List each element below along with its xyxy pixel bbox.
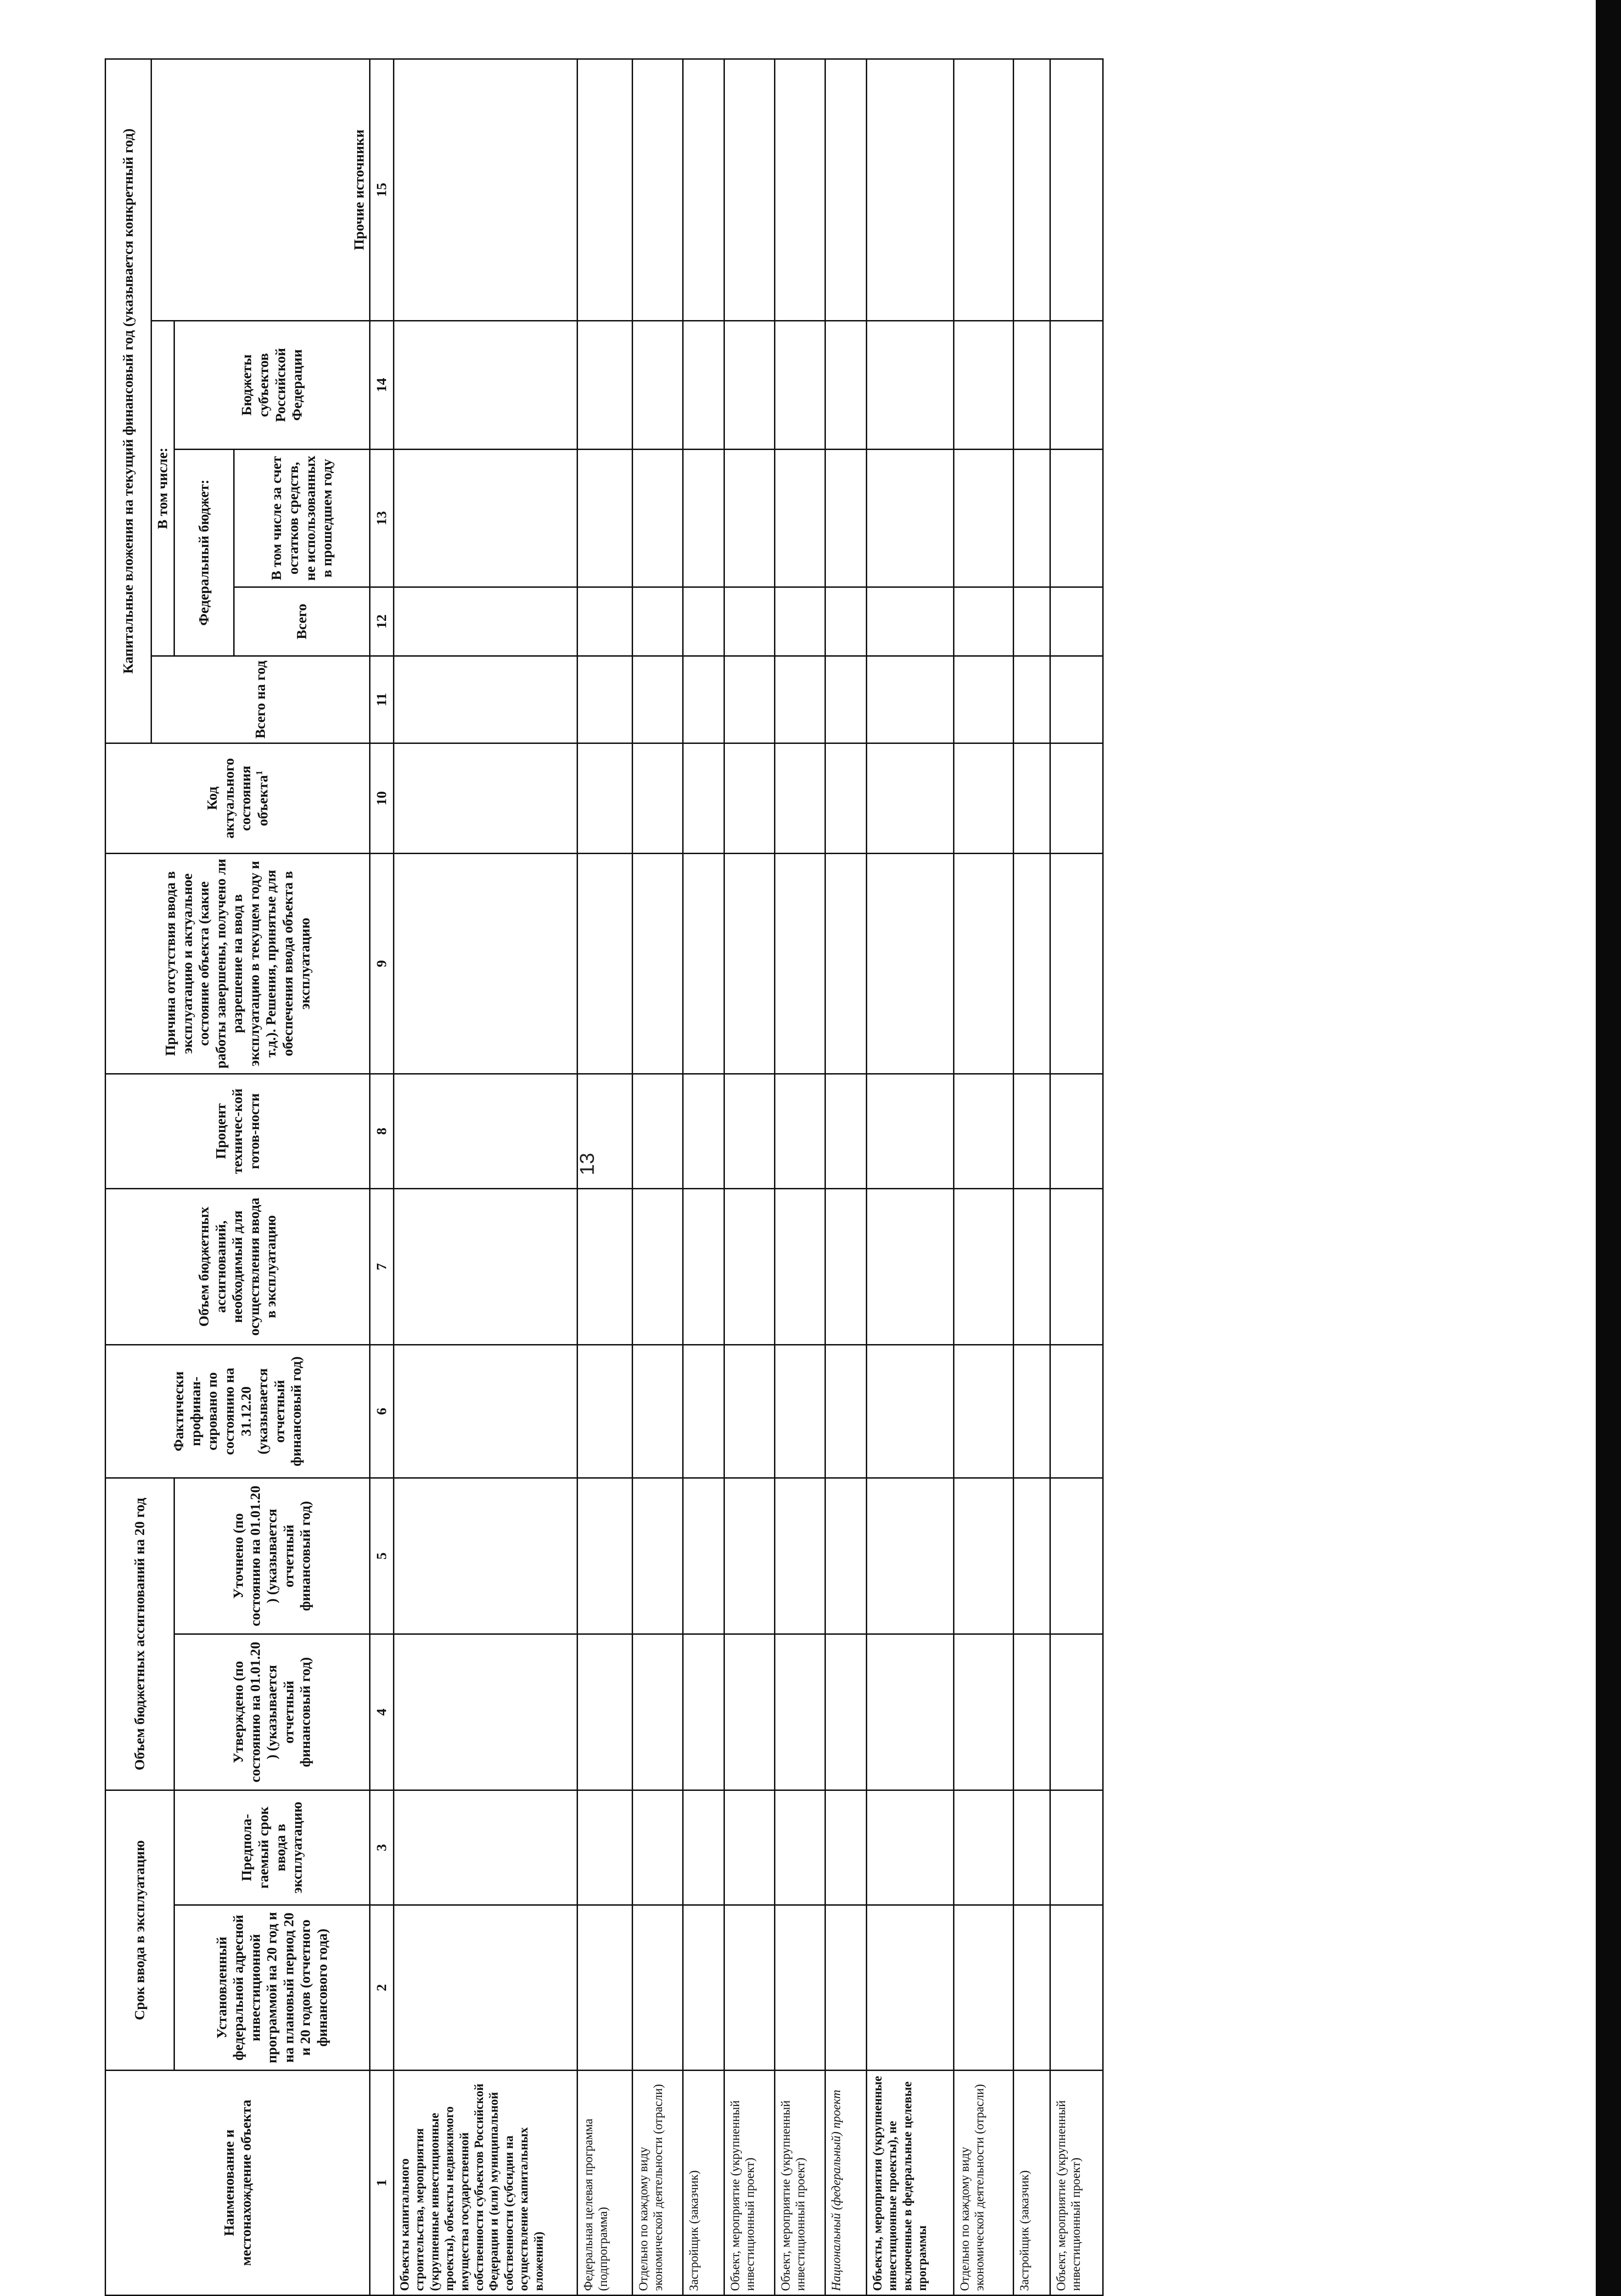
- header-col7: Объем бюджетных ассигнований, необходимый для осуществления ввода в эксплуатацию: [106, 1188, 370, 1345]
- table-cell: [683, 853, 724, 1074]
- table-cell: [867, 1478, 954, 1634]
- header-col11: Всего на год: [151, 656, 370, 743]
- column-number: 1: [370, 2071, 394, 2296]
- table-cell: [394, 1188, 578, 1345]
- header-col6: Фактически профинан-сировано по состоянию на 31.12.20 (указывается отчетный финансовый год): [106, 1345, 370, 1478]
- table-cell: [683, 587, 724, 656]
- table-cell: [578, 1074, 633, 1188]
- table-cell: [683, 1634, 724, 1790]
- table-cell: [954, 853, 1014, 1074]
- table-cell: [775, 1905, 825, 2071]
- table-cell: [683, 1905, 724, 2071]
- table-cell: [954, 587, 1014, 656]
- table-cell: [1014, 1634, 1050, 1790]
- row-label: Застройщик (заказчик): [1014, 2071, 1050, 2296]
- header-col3: Предпола-гаемый срок ввода в эксплуатацию: [174, 1790, 370, 1905]
- table-cell: [633, 853, 683, 1074]
- header-col9: Причина отсутствия ввода в эксплуатацию и актуальное состояние объекта (какие работы завершены, получено ли разрешение на ввод в эксплуатацию в текущем году и т.д.). Решения, принятые для обеспечения ввода объекта в эксплуатацию: [106, 853, 370, 1074]
- table-cell: [825, 1790, 867, 1905]
- table-cell: [825, 1345, 867, 1478]
- table-cell: [578, 587, 633, 656]
- table-cell: [683, 1790, 724, 1905]
- table-cell: [633, 1905, 683, 2071]
- table-cell: [394, 656, 578, 743]
- table-cell: [825, 656, 867, 743]
- table-cell: [867, 656, 954, 743]
- table-cell: [394, 1074, 578, 1188]
- row-label: Объект, мероприятие (укрупненный инвестиционный проект): [1050, 2071, 1103, 2296]
- column-number: 6: [370, 1345, 394, 1478]
- table-cell: [1050, 743, 1103, 853]
- table-cell: [394, 853, 578, 1074]
- header-col15: Прочие источники: [349, 59, 370, 321]
- table-cell: [825, 1478, 867, 1634]
- table-cell: [633, 321, 683, 449]
- table-cell: [775, 449, 825, 587]
- column-number: 15: [370, 59, 394, 321]
- table-cell: [683, 1345, 724, 1478]
- header-col10: [106, 743, 370, 853]
- table-cell: [724, 1188, 775, 1345]
- table-cell: [394, 321, 578, 449]
- table-cell: [1014, 1478, 1050, 1634]
- table-cell: [954, 1634, 1014, 1790]
- table-cell: [775, 321, 825, 449]
- table-row: [867, 59, 954, 2295]
- table-cell: [775, 1478, 825, 1634]
- table-cell: [1050, 853, 1103, 1074]
- table-cell: [1014, 1188, 1050, 1345]
- table-cell: [724, 321, 775, 449]
- column-number: 7: [370, 1188, 394, 1345]
- table-row: [825, 59, 867, 2295]
- table-cell: [1050, 1905, 1103, 2071]
- table-cell: [954, 1188, 1014, 1345]
- table-cell: [1050, 656, 1103, 743]
- table-cell: [683, 656, 724, 743]
- table-cell: [954, 1074, 1014, 1188]
- table-row: [394, 59, 578, 2295]
- table-cell: [775, 1074, 825, 1188]
- row-label: Застройщик (заказчик): [683, 2071, 724, 2296]
- table-cell: [578, 1634, 633, 1790]
- table-cell: [1014, 1905, 1050, 2071]
- table-cell: [1014, 1790, 1050, 1905]
- table-cell: [683, 743, 724, 853]
- table-cell: [633, 1478, 683, 1634]
- table-cell: [825, 59, 867, 321]
- table-cell: [825, 1074, 867, 1188]
- header-col14: Бюджеты субъектов Российской Федерации: [174, 321, 370, 449]
- row-label: Отдельно по каждому виду экономической деятельности (отрасли): [954, 2071, 1014, 2296]
- table-cell: [825, 853, 867, 1074]
- table-cell: [1050, 1634, 1103, 1790]
- header-including: В том числе:: [151, 321, 174, 656]
- table-cell: [1014, 1074, 1050, 1188]
- table-cell: [724, 59, 775, 321]
- table-cell: [1014, 449, 1050, 587]
- table-cell: [1050, 59, 1103, 321]
- table-row: [633, 59, 683, 2295]
- table-cell: [775, 1790, 825, 1905]
- table-cell: [775, 743, 825, 853]
- table-cell: [1014, 1345, 1050, 1478]
- column-number: 5: [370, 1478, 394, 1634]
- row-label: Объекты капитального строительства, мероприятия (укрупненные инвестиционные проекты), объекты недвижимого имущества государственной собственности субъектов Российской Федерации и (или) муниципальной собственности (субсидии на осуществление капитальных вложений): [394, 2071, 578, 2296]
- table-cell: [954, 1478, 1014, 1634]
- header-col12: Всего: [234, 587, 370, 656]
- scan-border-right: [1596, 0, 1621, 2296]
- header-col10-text: Код актуального состояния объекта: [204, 758, 271, 838]
- row-label: Объект, мероприятие (укрупненный инвестиционный проект): [775, 2071, 825, 2296]
- table-cell: [394, 1905, 578, 2071]
- table-cell: [724, 1345, 775, 1478]
- row-label: Национальный (федеральный) проект: [825, 2071, 867, 2296]
- column-number: 12: [370, 587, 394, 656]
- table-cell: [578, 743, 633, 853]
- table-cell: [867, 1188, 954, 1345]
- table-cell: [867, 1905, 954, 2071]
- column-number: 3: [370, 1790, 394, 1905]
- table-cell: [954, 1345, 1014, 1478]
- table-cell: [578, 59, 633, 321]
- table-cell: [954, 1905, 1014, 2071]
- table-cell: [1014, 321, 1050, 449]
- table-cell: [394, 743, 578, 853]
- table-cell: [1050, 1074, 1103, 1188]
- table-cell: [724, 1074, 775, 1188]
- table-row: [578, 59, 633, 2295]
- table-cell: [867, 1790, 954, 1905]
- table-cell: [825, 449, 867, 587]
- row-label: Объект, мероприятие (укрупненный инвестиционный проект): [724, 2071, 775, 2296]
- table-cell: [724, 656, 775, 743]
- table-cell: [683, 59, 724, 321]
- table-cell: [633, 656, 683, 743]
- table-cell: [394, 1634, 578, 1790]
- table-row: [775, 59, 825, 2295]
- table-cell: [633, 1074, 683, 1188]
- table-cell: [724, 587, 775, 656]
- header-name: Наименование и местонахождение объекта: [106, 2071, 370, 2296]
- header-federal-group: Федеральный бюджет:: [174, 449, 234, 656]
- table-cell: [1014, 656, 1050, 743]
- table-cell: [867, 743, 954, 853]
- table-cell: [578, 449, 633, 587]
- table-cell: [724, 1634, 775, 1790]
- table-cell: [1050, 1478, 1103, 1634]
- column-number: 9: [370, 853, 394, 1074]
- table-cell: [954, 321, 1014, 449]
- table-cell: [578, 1790, 633, 1905]
- table-cell: [633, 587, 683, 656]
- table-cell: [825, 743, 867, 853]
- table-cell: [633, 1345, 683, 1478]
- table-body: [394, 59, 1103, 2295]
- table-cell: [394, 1790, 578, 1905]
- table-cell: [1014, 743, 1050, 853]
- table-cell: [775, 59, 825, 321]
- column-number: 14: [370, 321, 394, 449]
- table-cell: [825, 1634, 867, 1790]
- table-cell: [1014, 587, 1050, 656]
- page-number: 13: [576, 1153, 599, 1176]
- table-cell: [867, 59, 954, 321]
- table-row: [1050, 59, 1103, 2295]
- table-cell: [724, 449, 775, 587]
- table-cell: [775, 587, 825, 656]
- table-cell: [867, 1634, 954, 1790]
- row-label: Объекты, мероприятия (укрупненные инвестиционные проекты), не включенные в федеральные целевые программы: [867, 2071, 954, 2296]
- column-number: 11: [370, 656, 394, 743]
- table-cell: [633, 1188, 683, 1345]
- table-cell: [867, 587, 954, 656]
- header-budget-group: Объем бюджетных ассигнований на 20 год: [106, 1478, 174, 1790]
- header-col4: Утверждено (по состоянию на 01.01.20 ) (указывается отчетный финансовый год): [174, 1634, 370, 1790]
- table-cell: [633, 59, 683, 321]
- table-cell: [775, 656, 825, 743]
- table-row: [683, 59, 724, 2295]
- table-cell: [954, 743, 1014, 853]
- table-cell: [1050, 1345, 1103, 1478]
- capital-investment-table: [105, 58, 1104, 2296]
- table-cell: [775, 1345, 825, 1478]
- table-cell: [1050, 449, 1103, 587]
- header-col13: В том числе за счет остатков средств, не использованных в прошедшем году: [234, 449, 370, 587]
- table-cell: [954, 449, 1014, 587]
- table-row: [724, 59, 775, 2295]
- table-cell: [578, 1188, 633, 1345]
- table-cell: [1050, 321, 1103, 449]
- table-cell: [633, 449, 683, 587]
- table-row: [1014, 59, 1050, 2295]
- rotated-table-container: [105, 60, 1083, 2296]
- table-cell: [1014, 59, 1050, 321]
- table-cell: [954, 1790, 1014, 1905]
- table-cell: [633, 743, 683, 853]
- header-col15-spacer: [151, 59, 349, 321]
- table-cell: [724, 743, 775, 853]
- table-cell: [683, 1188, 724, 1345]
- table-cell: [578, 1478, 633, 1634]
- table-cell: [724, 1478, 775, 1634]
- table-cell: [825, 587, 867, 656]
- table-cell: [578, 1345, 633, 1478]
- table-cell: [954, 656, 1014, 743]
- column-number: 4: [370, 1634, 394, 1790]
- table-cell: [825, 1188, 867, 1345]
- header-commissioning-group: Срок ввода в эксплуатацию: [106, 1790, 174, 2070]
- table-row: [954, 59, 1014, 2295]
- table-cell: [867, 321, 954, 449]
- table-cell: [1050, 1790, 1103, 1905]
- header-col8: Процент техничес-кой готов-ности: [106, 1074, 370, 1188]
- table-cell: [683, 449, 724, 587]
- table-cell: [867, 1074, 954, 1188]
- table-cell: [1014, 853, 1050, 1074]
- table-cell: [775, 1634, 825, 1790]
- table-cell: [825, 1905, 867, 2071]
- column-number: 13: [370, 449, 394, 587]
- table-cell: [394, 1478, 578, 1634]
- table-cell: [775, 853, 825, 1074]
- row-label: Отдельно по каждому виду экономической деятельности (отрасли): [633, 2071, 683, 2296]
- row-label: Федеральная целевая программа (подпрограмма): [578, 2071, 633, 2296]
- table-cell: [954, 59, 1014, 321]
- table-cell: [825, 321, 867, 449]
- column-numbers-row: [370, 59, 394, 2295]
- table-cell: [724, 1790, 775, 1905]
- column-number: 10: [370, 743, 394, 853]
- table-cell: [683, 1478, 724, 1634]
- table-cell: [1050, 587, 1103, 656]
- table-cell: [683, 1074, 724, 1188]
- table-cell: [867, 1345, 954, 1478]
- table-cell: [867, 449, 954, 587]
- table-cell: [867, 853, 954, 1074]
- table-cell: [578, 853, 633, 1074]
- table-cell: [724, 853, 775, 1074]
- table-cell: [724, 1905, 775, 2071]
- table-cell: [775, 1188, 825, 1345]
- header-col5: Уточнено (по состоянию на 01.01.20 ) (указывается отчетный финансовый год): [174, 1478, 370, 1634]
- header-col10-footnote: 1: [254, 770, 264, 775]
- table-cell: [1050, 1188, 1103, 1345]
- table-cell: [633, 1634, 683, 1790]
- table-cell: [394, 59, 578, 321]
- table-cell: [683, 321, 724, 449]
- table-cell: [394, 587, 578, 656]
- header-capital-group: Капитальные вложения на текущий финансовый год (указывается конкретный год): [106, 59, 151, 743]
- table-cell: [578, 656, 633, 743]
- column-number: 2: [370, 1905, 394, 2071]
- table-cell: [633, 1790, 683, 1905]
- header-col2: Установленный федеральной адресной инвестиционной программой на 20 год и на плановый период 20 и 20 годов (отчетного финансового года): [174, 1905, 370, 2071]
- table-cell: [578, 1905, 633, 2071]
- table-cell: [394, 1345, 578, 1478]
- table-cell: [394, 449, 578, 587]
- column-number: 8: [370, 1074, 394, 1188]
- table-cell: [578, 321, 633, 449]
